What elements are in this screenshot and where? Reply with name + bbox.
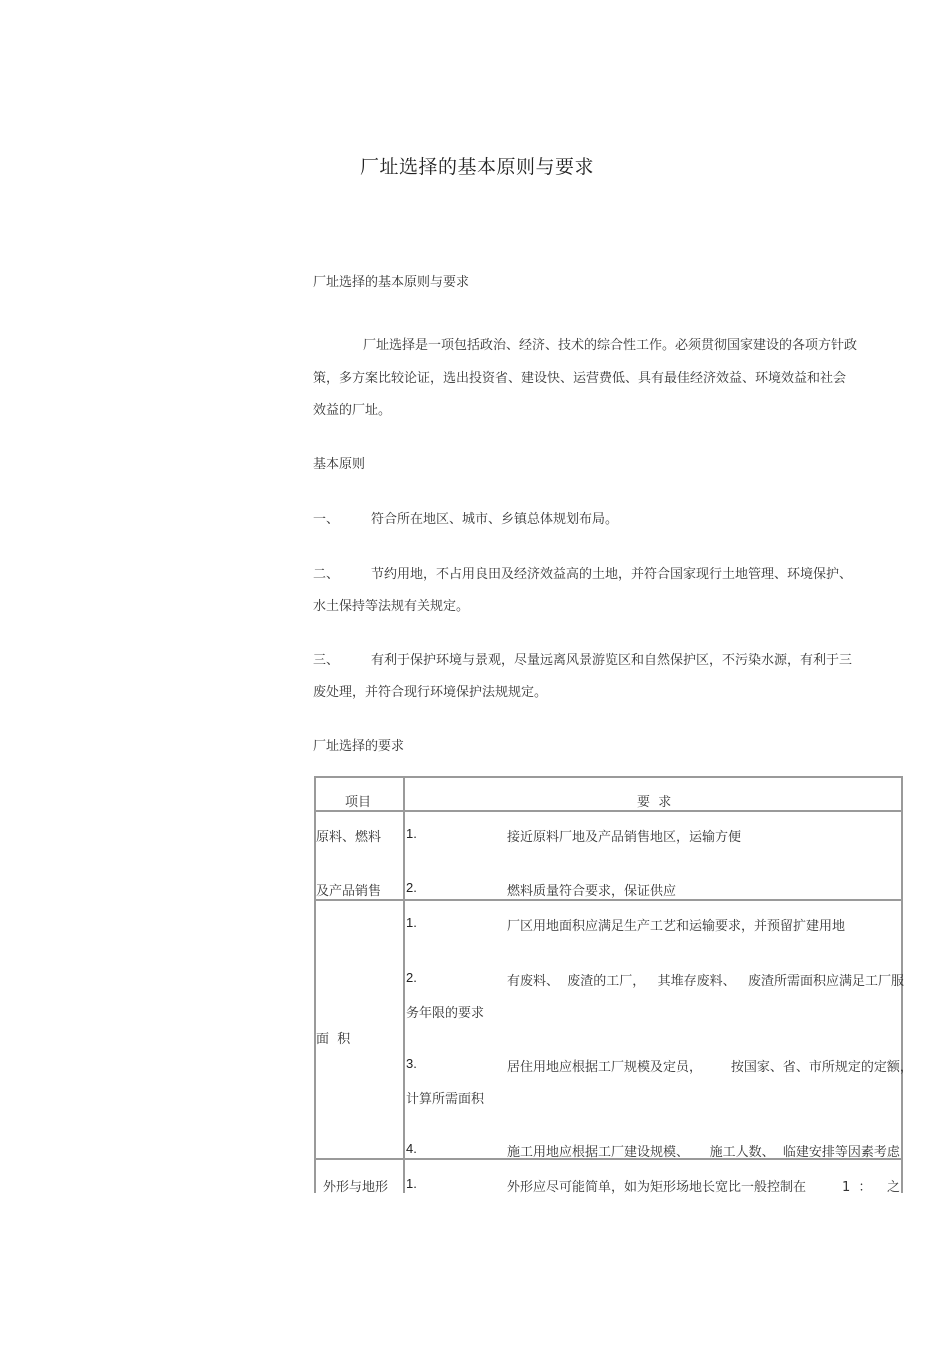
row-2-entry-3-cont: 计算所需面积: [406, 1092, 485, 1107]
principle-1-text: 符合所在地区、城市、乡镇总体规划布局。: [371, 512, 619, 527]
row-1-entry-1-text: 接近原料厂地及产品销售地区，运输方便: [507, 830, 742, 845]
row-3-entry-1-tail: 之: [887, 1180, 901, 1195]
row-1-entry-2-text: 燃料质量符合要求，保证供应: [507, 884, 677, 899]
table-column-divider: [403, 776, 405, 1193]
intro-line-1: 厂址选择是一项包括政治、经济、技术的综合性工作。必须贯彻国家建设的各项方针政: [363, 338, 858, 353]
principle-3-text-cont: 废处理，并符合现行环境保护法规规定。: [313, 685, 548, 700]
principle-2-number: 二、: [313, 567, 340, 582]
principle-3-text: 有利于保护环境与景观，尽量远离风景游览区和自然保护区，不污染水源，有利于三: [371, 653, 853, 668]
page-title: 厂址选择的基本原则与要求: [360, 156, 595, 178]
intro-line-3: 效益的厂址。: [313, 403, 392, 418]
intro-line-2: 策，多方案比较论证，选出投资省、建设快、运营费低、具有最佳经济效益、环境效益和社会: [313, 371, 847, 386]
section-subtitle: 厂址选择的基本原则与要求: [313, 275, 470, 290]
row-3-entry-1-text: 外形应尽可能简单，如为矩形场地长宽比一般控制在: [507, 1180, 807, 1195]
principle-2-text: 节约用地，不占用良田及经济效益高的土地，并符合国家现行土地管理、环境保护、: [371, 567, 853, 582]
principle-3-number: 三、: [313, 653, 340, 668]
requirements-heading: 厂址选择的要求: [313, 739, 405, 754]
row-1-entry-2-number: 2.: [406, 880, 417, 895]
table-header-requirement: 要 求: [637, 795, 672, 810]
row-2-entry-3-number: 3.: [406, 1056, 417, 1071]
row-2-entry-1-number: 1.: [406, 915, 417, 930]
row-2-entry-1-text: 厂区用地面积应满足生产工艺和运输要求，并预留扩建用地: [507, 919, 846, 934]
row-3-entry-1-ratio: 1 ：: [842, 1180, 872, 1195]
row-1-item-line-1: 原料、燃料: [316, 830, 382, 845]
principle-1-number: 一、: [313, 512, 340, 527]
row-1-item-line-2: 及产品销售: [316, 884, 382, 899]
row-1-entry-1-number: 1.: [406, 826, 417, 841]
row-2-entry-2-text: 有废料、 废渣的工厂， 其堆存废料、 废渣所需面积应满足工厂服: [507, 974, 905, 989]
row-3-entry-1-number: 1.: [406, 1176, 417, 1191]
row-2-entry-4-number: 4.: [406, 1141, 417, 1156]
row-2-entry-4-text: 施工用地应根据工厂建设规模、 施工人数、 临建安排等因素考虑: [507, 1145, 900, 1160]
row-2-entry-2-cont: 务年限的要求: [406, 1006, 485, 1021]
table-header-item: 项目: [345, 795, 372, 810]
row-3-item: 外形与地形: [323, 1180, 389, 1195]
row-2-entry-2-number: 2.: [406, 970, 417, 985]
principles-heading: 基本原则: [313, 457, 366, 472]
row-2-entry-3-text: 居住用地应根据工厂规模及定员， 按国家、省、市所规定的定额，: [507, 1060, 913, 1075]
principle-2-text-cont: 水土保持等法规有关规定。: [313, 599, 470, 614]
row-2-item: 面 积: [316, 1032, 351, 1047]
